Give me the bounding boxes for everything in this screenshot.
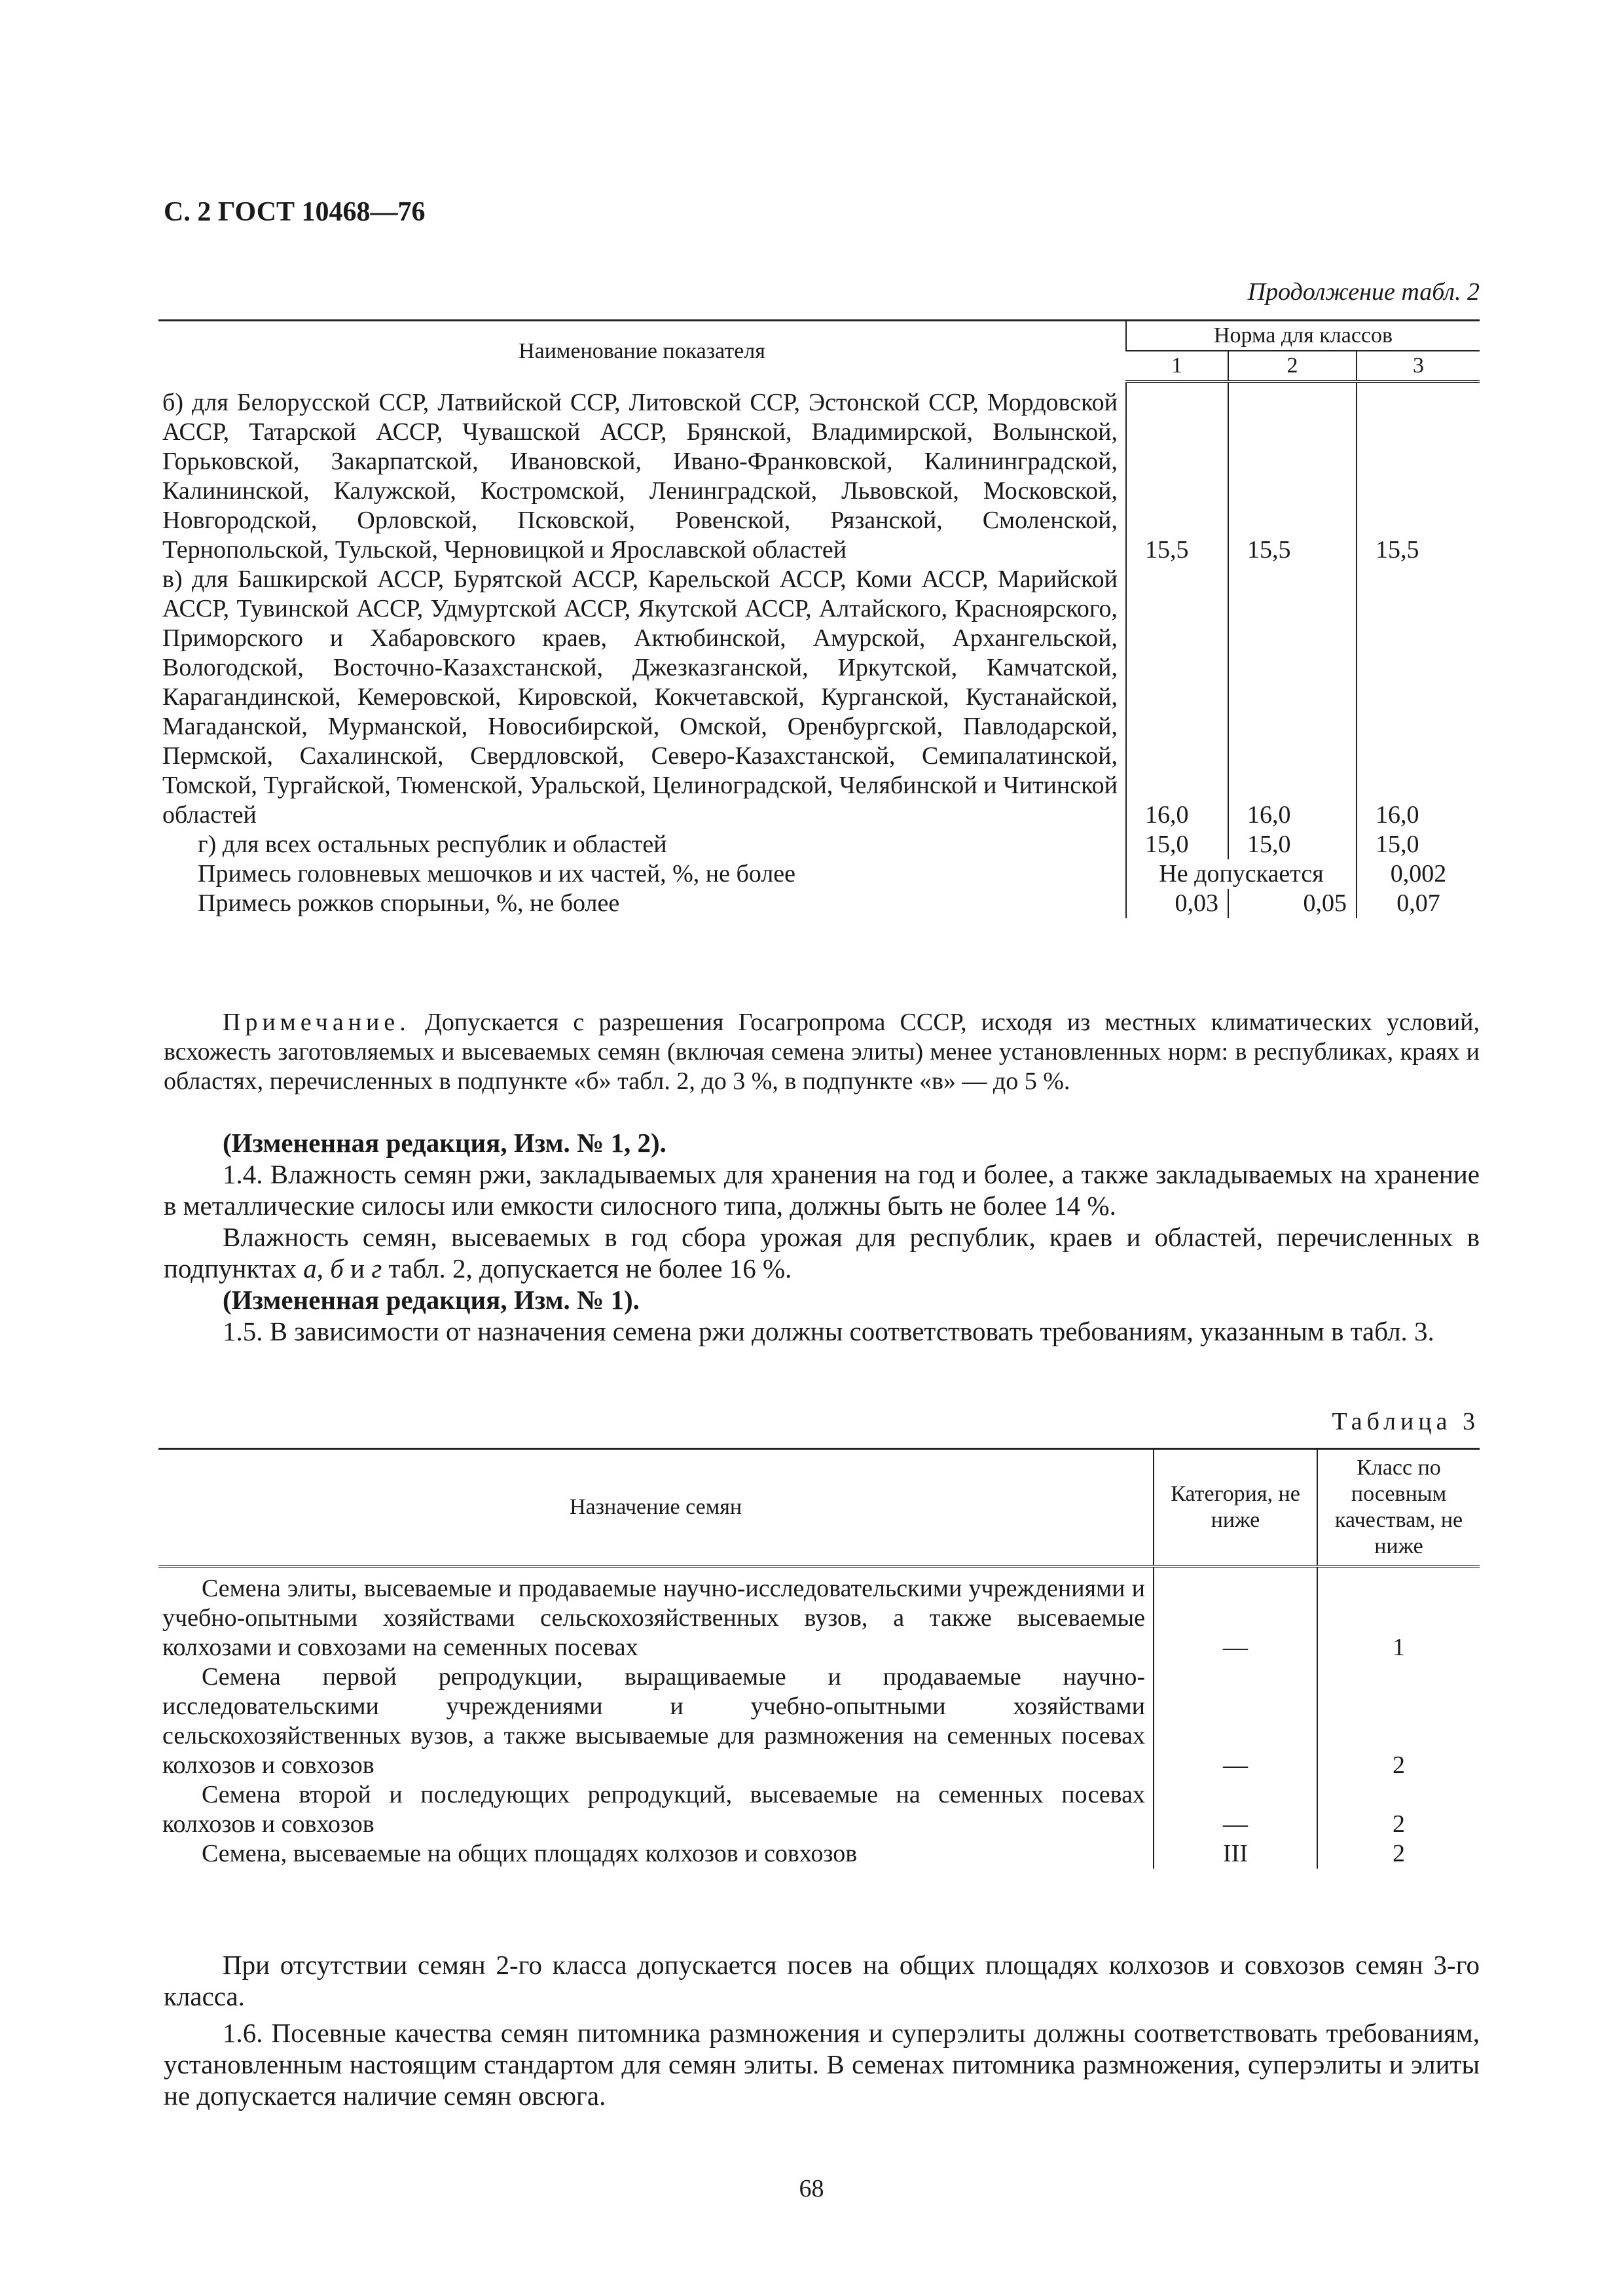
paragraph-1-4-b [164,1221,1480,1284]
paragraph-1-6: 1.6. Посевные качества семян питомника размножения и суперэлиты должны соответствовать требованиям, установленным настоящим стандартом для семян элиты. В семенах питомника размножения, суперэлиты и элиты не допускается наличие семян овсюга. [164,2018,1480,2111]
p14b-a: а [303,1253,317,1283]
table-2 [158,319,1480,918]
t2-row-v3: 15,0 [1357,830,1480,859]
table-row [158,1839,1480,1869]
t2-row-name: б) для Белорусской ССР, Латвийской ССР, Литовской ССР, Эстонской ССР, Мордовской АССР, Татарской АССР, Чувашской АССР, Брянской, Владимирской, Волынской, Горьковской, Закарпатской, Ивановской, Ивано-Франковской, Калининградской, Калининской, Калужской, Костромской, Ленинградской, Львовской, Московской, Новгородской, Орловской, Псковской, Ровенской, Рязанской, Смоленской, Тернопольской, Тульской, Черновицкой и Ярославской областей [162,389,1118,564]
t3-col-class: Класс по посевным качествам, не ниже [1317,1449,1480,1567]
p14b-start: Влажность семян, высеваемых в год сбора урожая для республик, краев и областей, перечисленных в подпунктах [164,1222,1480,1283]
t2-row-name: Примесь рожков спорыньи, %, не более [198,889,620,917]
p14b-b: б [330,1253,344,1283]
table-3 [158,1448,1480,1869]
note-text: Допускается с разрешения Госагропрома СССР, исходя из местных климатических условий, всхожесть заготовляемых и высеваемых семян (включая семена элиты) менее установленных норм: в республиках, краях и областях, перечисленных в подпункте «б» табл. 2, до 3 %, в подпункте «в» — до 5 %. [164,1009,1480,1095]
page-header: С. 2 ГОСТ 10468—76 [164,197,426,227]
t2-row-v1: 0,03 [1126,889,1228,918]
t3-row-class: 2 [1317,1839,1480,1869]
t2-row-name: в) для Башкирской АССР, Бурятской АССР, Карельской АССР, Коми АССР, Марийской АССР, Тувинской АССР, Удмуртской АССР, Якутской АССР, Алтайского, Красноярского, Приморского и Хабаровского краев, Актюбинской, Амурской, Архангельской, Вологодской, Восточно-Казахстанской, Джезказганской, Иркутской, Камчатской, Карагандинской, Кемеровской, Кировской, Кокчетавской, Курганской, Кустанайской, Магаданской, Мурманской, Новосибирской, Омской, Оренбургской, Павлодарской, Пермской, Сахалинской, Свердловской, Северо-Казахстанской, Семипалатинской, Томской, Тургайской, Тюменской, Уральской, Целиноградской, Челябинской и Читинской областей [162,565,1118,829]
table-row [158,859,1480,889]
t2-row-v3: 15,5 [1357,382,1480,565]
t3-row-category: — [1154,1566,1317,1662]
t2-row-name: Примесь головневых мешочков и их частей, %, не более [198,860,796,888]
t3-row-category: III [1154,1839,1317,1869]
table-row [158,1566,1480,1662]
t2-row-name: г) для всех остальных республик и областей [198,831,667,858]
t3-row-purpose: Семена элиты, высеваемые и продаваемые научно-исследовательскими учреждениями и учебно-опытными хозяйствами сельскохозяйственных вузов, а также высеваемые колхозами и совхозами на семенных посевах [162,1575,1145,1661]
t3-col-category: Категория, не ниже [1154,1449,1317,1567]
edition-note-2: (Измененная редакция, Изм. № 1). [223,1285,640,1315]
t2-row-v1: 15,0 [1126,830,1228,859]
t3-row-purpose: Семена, высеваемые на общих площадях колхозов и совхозов [202,1840,858,1867]
note-label: Примечание. [223,1009,410,1036]
t2-class-3: 3 [1357,351,1480,382]
t2-class-2: 2 [1228,351,1357,382]
t3-row-class: 2 [1317,1780,1480,1839]
table3-caption: Таблица 3 [1332,1408,1480,1435]
t3-row-class: 1 [1317,1566,1480,1662]
table2-continuation: Продолжение табл. 2 [1247,278,1480,306]
p14b-g: г [371,1253,382,1283]
t2-row-v3: 0,07 [1357,889,1480,918]
table-row [158,565,1480,830]
p14b-end: табл. 2, допускается не более 16 %. [382,1253,792,1283]
t3-row-category: — [1154,1780,1317,1839]
bottom-block [164,1949,1480,2111]
t2-col-norm: Норма для классов [1126,321,1480,351]
t2-row-v12: Не допускается [1126,859,1357,889]
t2-row-v2: 0,05 [1228,889,1357,918]
t2-row-v3: 0,002 [1357,859,1480,889]
table-row [158,382,1480,565]
t2-row-v1: 15,5 [1126,382,1228,565]
p14b-and: и [343,1253,372,1283]
t2-row-v2: 15,0 [1228,830,1357,859]
table-row [158,830,1480,859]
t3-row-category: — [1154,1662,1317,1780]
paragraph-no-class2: При отсутствии семян 2-го класса допускается посев на общих площадях колхозов и совхозов семян 3-го класса. [164,1950,1480,2011]
t3-row-purpose: Семена второй и последующих репродукций, высеваемые на семенных посевах колхозов и совхозов [162,1781,1145,1838]
page-number: 68 [799,2175,824,2202]
table2-note [164,1008,1480,1096]
t2-row-v2: 16,0 [1228,565,1357,830]
table-row [158,1662,1480,1780]
table-row [158,1780,1480,1839]
paragraphs-block [164,1127,1480,1347]
t3-row-purpose: Семена первой репродукции, выращиваемые и продаваемые научно-исследовательскими учреждениями и учебно-опытными хозяйствами сельскохозяйственных вузов, а также высываемые для размножения на семенных посевах колхозов и совхозов [162,1663,1145,1779]
p14b-sep: , [316,1253,331,1283]
t2-row-v1: 16,0 [1126,565,1228,830]
t2-row-v2: 15,5 [1228,382,1357,565]
paragraph-1-5: 1.5. В зависимости от назначения семена ржи должны соответствовать требованиям, указанным в табл. 3. [223,1316,1434,1346]
t3-row-class: 2 [1317,1662,1480,1780]
paragraph-1-4: 1.4. Влажность семян ржи, закладываемых для хранения на год и более, а также закладываемых на хранение в металлические силосы или емкости силосного типа, должны быть не более 14 %. [164,1159,1480,1221]
t3-col-purpose: Назначение семян [158,1449,1154,1567]
edition-note-1: (Измененная редакция, Изм. № 1, 2). [223,1128,666,1158]
t2-col-name: Наименование показателя [158,321,1126,382]
t2-row-v3: 16,0 [1357,565,1480,830]
table-row [158,889,1480,918]
t2-class-1: 1 [1126,351,1228,382]
